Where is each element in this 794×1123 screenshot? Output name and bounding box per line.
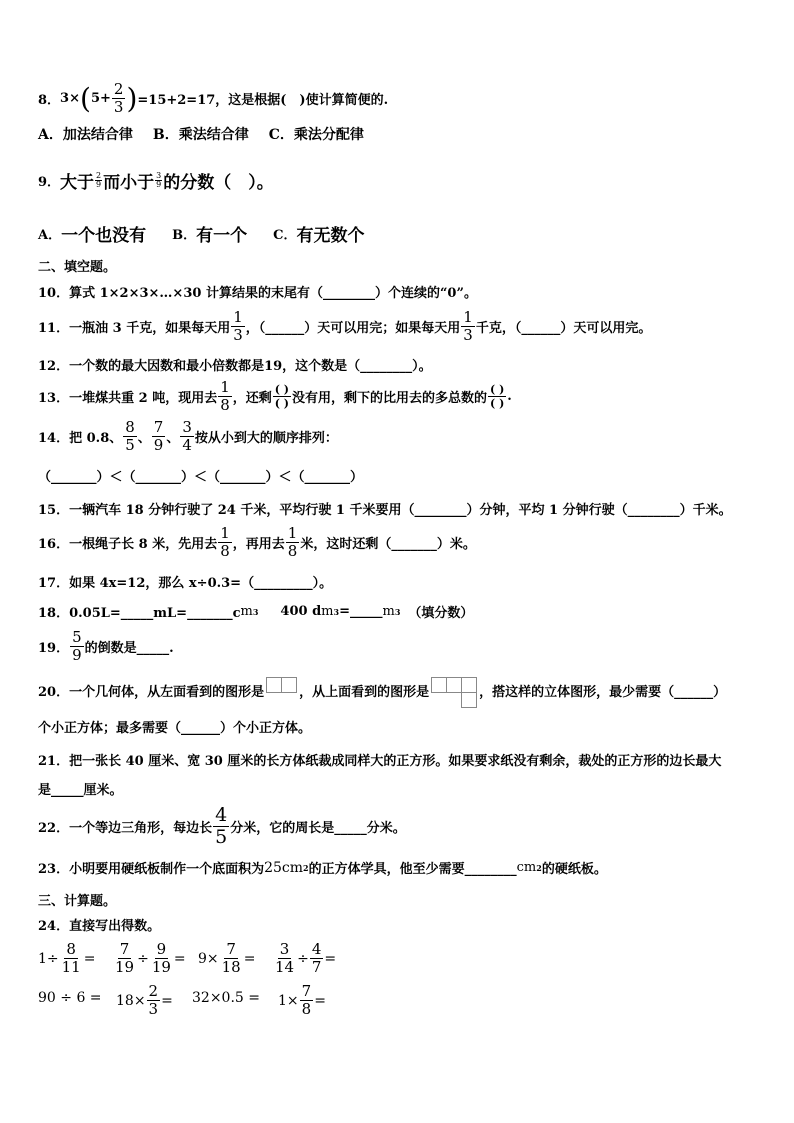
- q24-calc-r1-1: 1÷ $\frac{8}{11}$ =: [38, 940, 96, 976]
- q18-unit-1: m: [240, 604, 253, 619]
- q23-text-1: 23．小明要用硬纸板制作一个底面积为: [38, 862, 265, 877]
- q8-right-paren: ): [126, 81, 138, 115]
- question-21: 21．把一张长 40 厘米、宽 30 厘米的长方体纸裁成同样大的正方形。如果要求纸没有剩余，裁处的正方形的边长最大: [38, 754, 722, 769]
- q14-text-1: 14．把 0.8、: [38, 431, 123, 446]
- q8-left-paren: (: [80, 81, 91, 115]
- q20-text-1: 20．一个几何体，从左面看到的图形是: [38, 684, 265, 700]
- q13-text-2: ，还剩: [232, 391, 272, 406]
- q21-line-2: 是_____厘米。: [38, 783, 123, 798]
- question-16: [38, 526, 476, 559]
- q24-calc-r2-4: 1× $\frac{7}{8}$ =: [278, 982, 326, 1018]
- q9-fraction-1: $\frac{2}{9}$: [96, 171, 102, 189]
- q11-fraction-1: $\frac{1}{3}$: [233, 308, 243, 344]
- q8-fraction: $\frac{2}{3}$: [113, 80, 124, 116]
- q9-number: 9．: [38, 175, 61, 190]
- q9-text-1: 大于: [60, 173, 95, 193]
- q13-text-3: 没有用，剩下的比用去的多总数的: [292, 391, 488, 406]
- q23-unit: cm: [516, 860, 537, 875]
- question-23: [38, 858, 607, 877]
- q14-separator-1: 、: [137, 431, 151, 446]
- q9-text-3: 的分数（ ）。: [163, 173, 274, 193]
- q8-options: [38, 124, 364, 144]
- question-10: 10．算式 1×2×3×…×30 计算结果的末尾有（________）个连续的“0”。: [38, 286, 477, 301]
- q14-fraction-3: $\frac{3}{4}$: [182, 418, 192, 454]
- question-20: [38, 675, 726, 705]
- q14-fraction-1: $\frac{8}{5}$: [125, 418, 135, 454]
- question-8: [38, 82, 388, 115]
- q13-text-4: .: [507, 389, 512, 404]
- q18-sup-1: 3: [252, 606, 259, 617]
- question-24-title: 24．直接写出得数。: [38, 919, 161, 934]
- q23-text-2: 的正方体学具，他至少需要________: [308, 862, 517, 877]
- q8-expr-pre: 3×: [60, 91, 80, 106]
- question-19: [38, 630, 174, 663]
- q24-calc-r2-3: 32×0.5 =: [192, 990, 260, 1006]
- q24-calc-r1-3: 9× $\frac{7}{18}$ =: [198, 940, 256, 976]
- q18-text-2: 400 d: [280, 604, 322, 619]
- q13-fraction-blank-2[interactable]: $\frac{( )}{( )}$: [490, 383, 505, 410]
- q16-text-1: 16．一根绳子长 8 米，先用去: [38, 537, 218, 552]
- question-14: [38, 420, 338, 453]
- q18-text-4: （填分数）: [408, 606, 474, 621]
- q24-calc-r2-1: 90 ÷ 6 =: [38, 990, 102, 1006]
- q18-sup-3: 3: [394, 606, 401, 617]
- q20-text-3: ，搭这样的立体图形，最少需要（______）: [479, 684, 727, 700]
- q11-fraction-2: $\frac{1}{3}$: [463, 308, 473, 344]
- question-12: 12．一个数的最大因数和最小倍数都是19，这个数是（________）。: [38, 359, 432, 374]
- q24-calc-r1-2: $\frac{7}{19}$ ÷ $\frac{9}{19}$ =: [115, 940, 186, 976]
- q18-text-1: 18．0.05L=_____mL=_______c: [38, 606, 241, 621]
- q14-text-2: 按从小到大的顺序排列：: [194, 431, 338, 446]
- q13-fraction-1: $\frac{1}{8}$: [220, 378, 230, 414]
- q18-text-3: =_____: [339, 604, 383, 619]
- q24-calc-r2-2: 18× $\frac{2}{3}$ =: [116, 982, 173, 1018]
- section-3-heading: 三、计算题。: [38, 894, 117, 909]
- q23-area-value: 25cm: [264, 859, 304, 876]
- q20-top-view-figure: [431, 677, 477, 707]
- q16-text-3: 米，这时还剩（_______）米。: [300, 537, 476, 552]
- q9-text-2: 而小于: [103, 173, 155, 193]
- q9-option-b-letter: B．: [172, 228, 197, 243]
- q20-line-2: 个小正方体；最多需要（______）个小正方体。: [38, 721, 312, 736]
- q11-text-2: ，（______）天可以用完；如果每天用: [245, 321, 461, 336]
- q11-text-3: 千克，（______）天可以用完。: [475, 321, 652, 336]
- q8-option-a[interactable]: A．加法结合律: [38, 127, 133, 143]
- q18-unit-2: m: [321, 604, 334, 619]
- question-11: [38, 310, 651, 343]
- q9-option-a-letter: A．: [38, 228, 62, 243]
- q9-option-c-letter: C．: [273, 228, 297, 243]
- q9-fraction-2: $\frac{3}{9}$: [156, 171, 162, 189]
- q13-text-1: 13．一堆煤共重 2 吨，现用去: [38, 391, 218, 406]
- q8-option-c[interactable]: C．乘法分配律: [268, 127, 364, 143]
- q8-expr-post: =15+2=17，这是根据( )使计算简便的.: [137, 93, 389, 108]
- question-18: [38, 602, 473, 621]
- q9-options: [38, 221, 364, 246]
- q23-sup-2: 2: [536, 862, 542, 873]
- q8-number: 8．: [38, 93, 61, 108]
- section-2-heading: 二、填空题。: [38, 260, 117, 275]
- question-13: [38, 380, 512, 413]
- q19-text: 的倒数是_____.: [84, 641, 174, 656]
- q16-text-2: ，再用去: [232, 537, 285, 552]
- q22-fraction: $\frac{4}{5}$: [215, 804, 228, 848]
- q23-sup-1: 2: [303, 862, 309, 873]
- q8-expr-inner: 5+: [90, 91, 111, 106]
- q22-text-1: 22．一个等边三角形，每边长: [38, 821, 213, 836]
- q9-option-a[interactable]: 一个也没有: [61, 226, 147, 246]
- q22-text-2: 分米，它的周长是_____分米。: [230, 821, 406, 836]
- q20-left-view-figure: [266, 677, 297, 693]
- q8-option-b[interactable]: B．乘法结合律: [152, 127, 249, 143]
- q14-separator-2: 、: [166, 431, 180, 446]
- q9-option-b[interactable]: 有一个: [196, 226, 248, 246]
- question-9: [38, 168, 274, 193]
- q16-fraction-2: $\frac{1}{8}$: [287, 524, 298, 560]
- q9-option-c[interactable]: 有无数个: [296, 226, 365, 246]
- q18-sup-2: 3: [333, 606, 340, 617]
- q16-fraction-1: $\frac{1}{8}$: [220, 524, 230, 560]
- q24-calc-r1-4: $\frac{3}{14}$ ÷ $\frac{4}{7}$ =: [275, 940, 337, 976]
- question-15: 15．一辆汽车 18 分钟行驶了 24 千米，平均行驶 1 千米要用（________）分钟，平均 1 分钟行驶（________）千米。: [38, 503, 732, 518]
- q19-number: 19．: [38, 641, 70, 656]
- q23-text-3: 的硬纸板。: [541, 862, 607, 877]
- q14-answer-line[interactable]: （_______）＜（_______）＜（_______）＜（_______）: [38, 470, 364, 485]
- q18-unit-3: m: [382, 604, 395, 619]
- q11-text-1: 11．一瓶油 3 千克，如果每天用: [38, 321, 231, 336]
- q19-fraction: $\frac{5}{9}$: [72, 628, 82, 664]
- q14-fraction-2: $\frac{7}{9}$: [153, 418, 164, 454]
- question-17: 17．如果 4x=12，那么 x÷0.3=（_________）。: [38, 576, 333, 591]
- q13-fraction-blank-1[interactable]: $\frac{( )}{( )}$: [274, 383, 290, 410]
- question-22: [38, 806, 406, 847]
- q20-text-2: ，从上面看到的图形是: [299, 684, 430, 700]
